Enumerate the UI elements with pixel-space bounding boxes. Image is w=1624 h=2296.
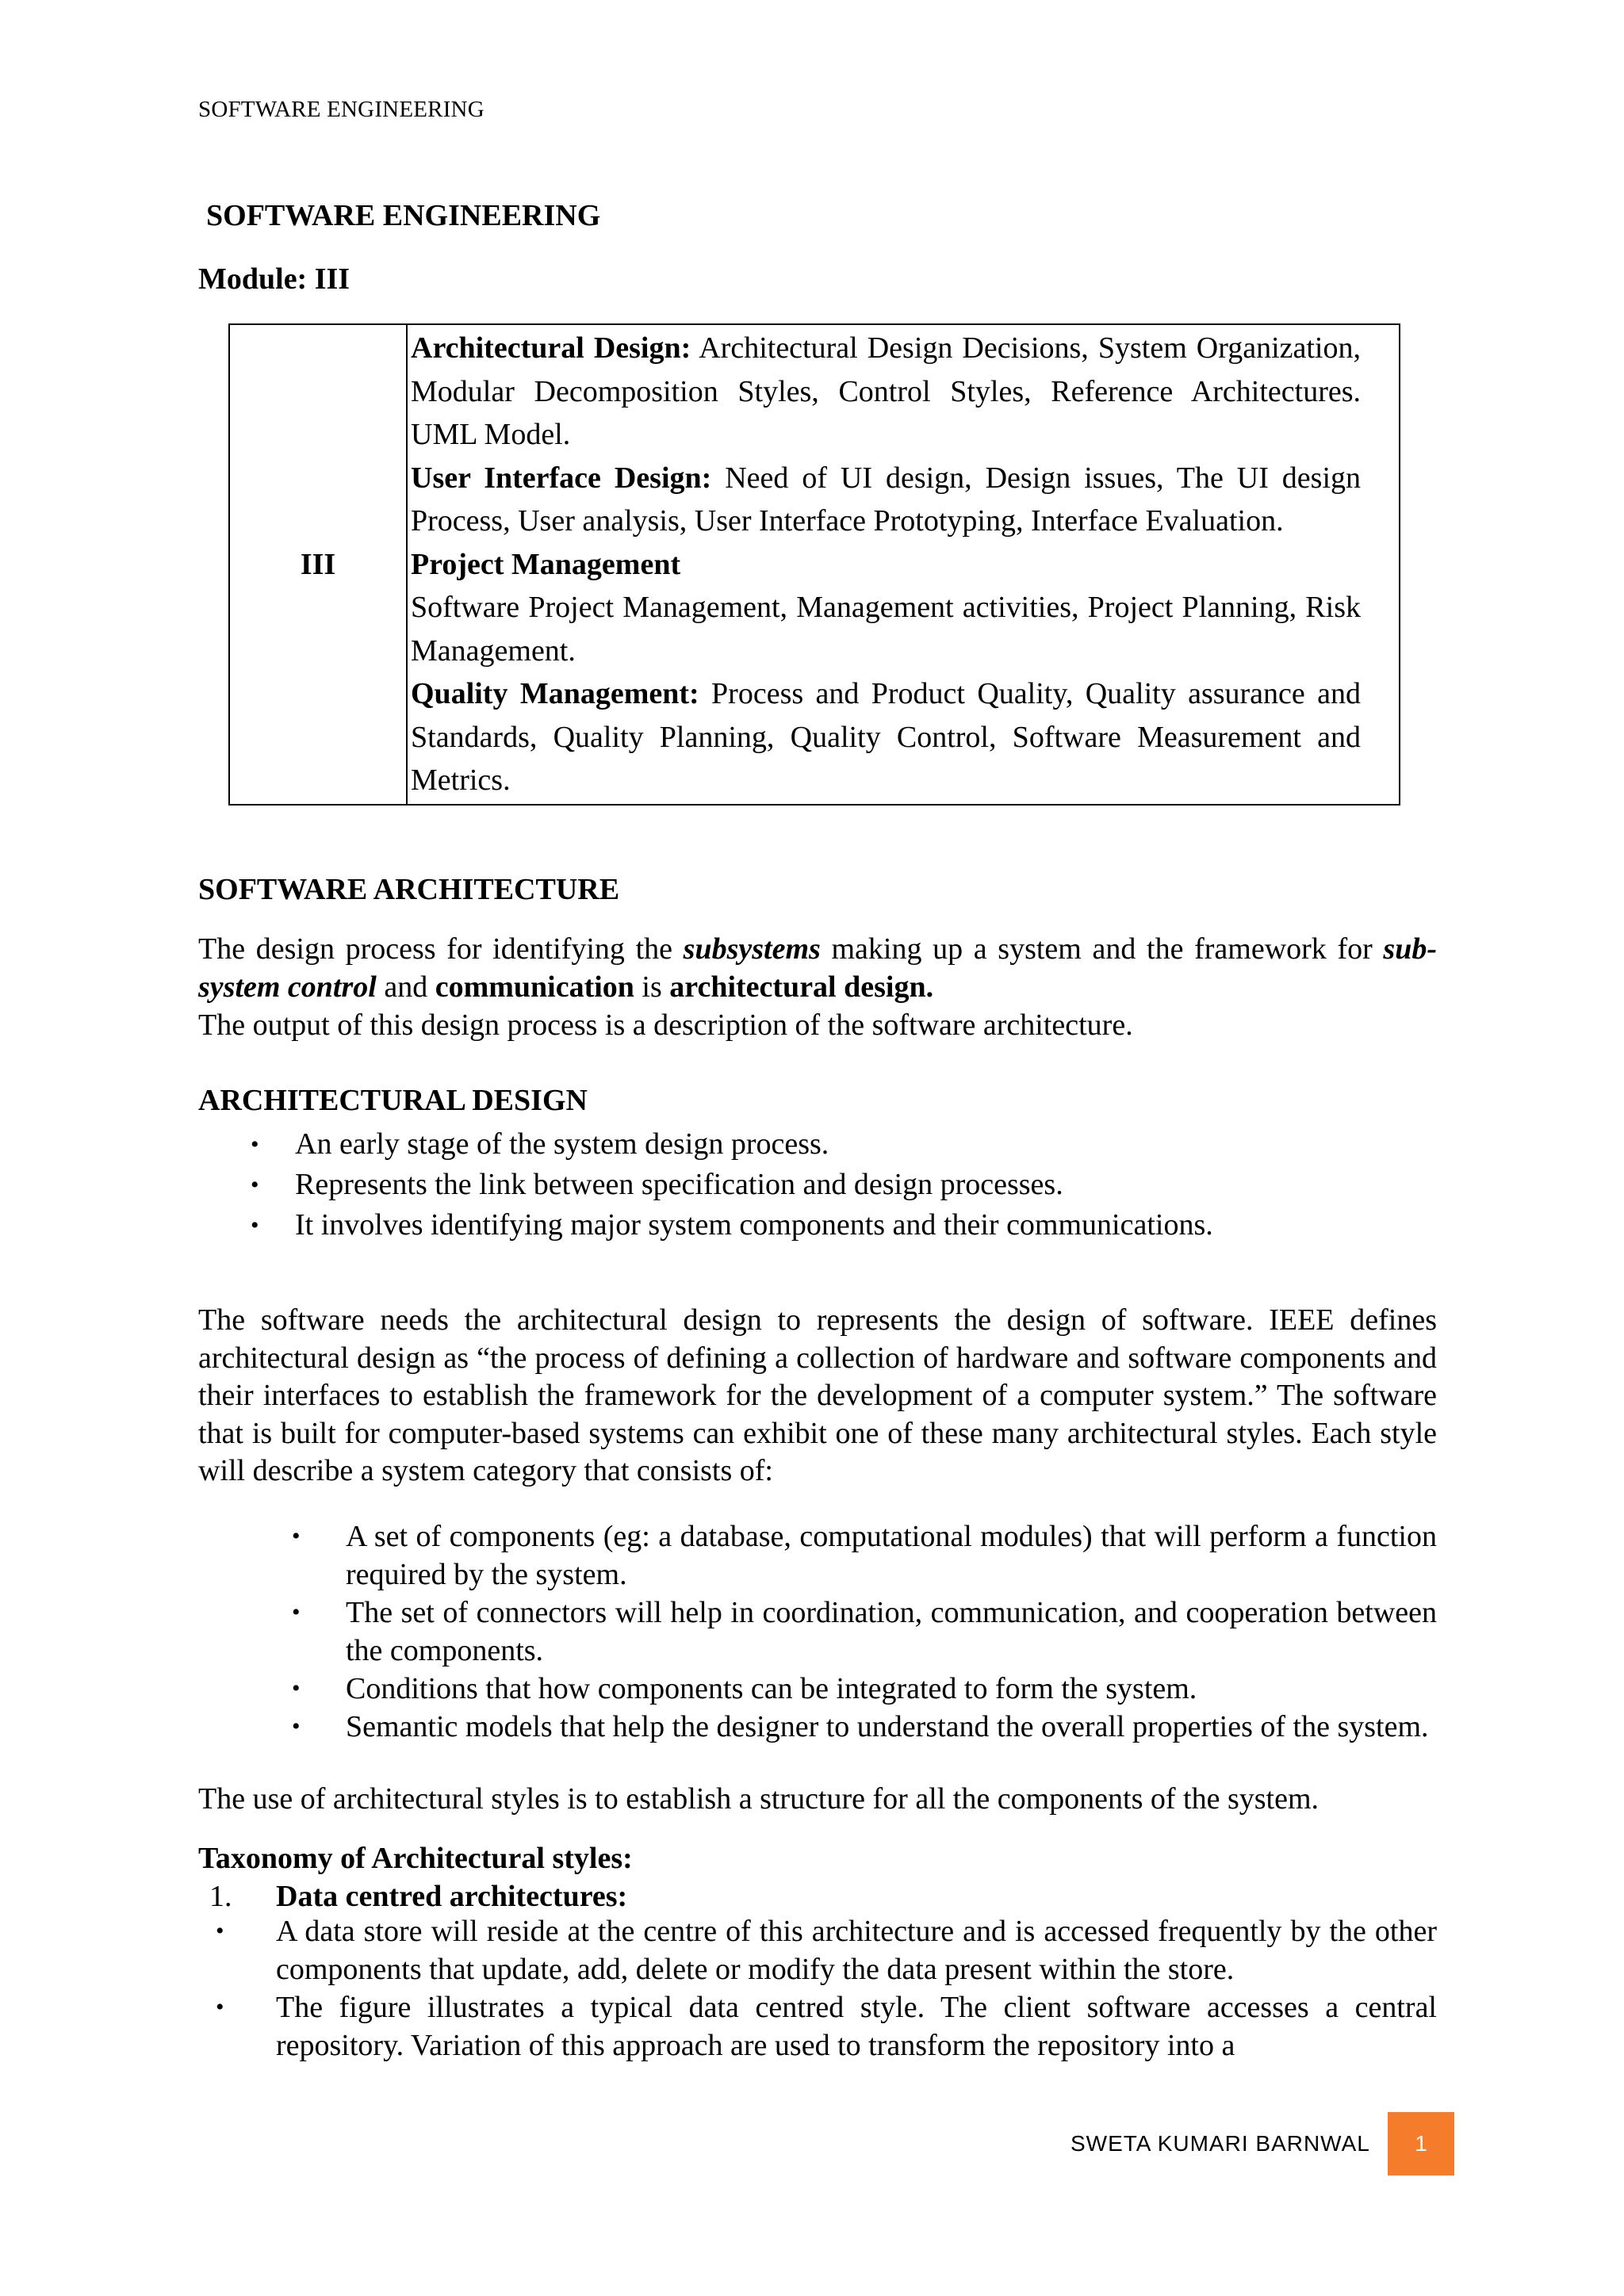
topic-heading: User Interface Design: xyxy=(411,461,712,495)
list-item xyxy=(292,1594,1437,1670)
bullet-icon: • xyxy=(216,1994,224,2020)
p1-communication: communication xyxy=(435,970,634,1004)
topic-heading: Architectural Design: xyxy=(411,331,691,365)
topic-heading: Quality Management: xyxy=(411,677,699,711)
topic-text: Architectural Design Decisions, System Organization, Modular Decomposition Styles, Control Styles, Reference Architectures. UML Model. xyxy=(411,331,1361,452)
topics-cell xyxy=(407,324,1400,805)
list-number: 1. xyxy=(209,1880,232,1913)
bullet-icon: • xyxy=(292,1523,301,1549)
p1-subsystems: subsystems xyxy=(683,932,821,966)
list-item-text: Conditions that how components can be integrated to form the system. xyxy=(346,1672,1197,1705)
bullet-icon: • xyxy=(292,1675,301,1701)
p1-text: making up a system and the framework for xyxy=(820,932,1384,966)
bullet-icon: • xyxy=(251,1212,259,1238)
footer-author: SWETA KUMARI BARNWAL xyxy=(1071,2131,1370,2156)
syllabus-table xyxy=(228,323,1400,806)
list-item xyxy=(216,1912,1437,1988)
bullet-icon: • xyxy=(251,1131,259,1158)
architecture-output-paragraph: The output of this design process is a description of the software architecture. xyxy=(198,1008,1133,1042)
bullet-icon: • xyxy=(292,1599,301,1625)
list-item-text: Semantic models that help the designer to understand the overall properties of the system. xyxy=(346,1710,1429,1743)
topic-text: Process and Product Quality, Quality assurance and Standards, Quality Planning, Quality Control, Software Measurement and Metrics. xyxy=(411,677,1362,798)
syllabus-row xyxy=(229,324,1400,805)
list-item-text: An early stage of the system design process. xyxy=(295,1127,829,1161)
list-item-text: Represents the link between specification and design processes. xyxy=(295,1168,1063,1201)
module-label: Module: III xyxy=(198,262,350,296)
bullet-icon: • xyxy=(216,1918,224,1944)
topic-text: Software Project Management, Management activities, Project Planning, Risk Management. xyxy=(411,591,1361,668)
architectural-design-heading: ARCHITECTURAL DESIGN xyxy=(198,1084,588,1117)
topic-user-interface-design xyxy=(411,457,1361,543)
list-item xyxy=(251,1165,1213,1205)
taxonomy-heading: Taxonomy of Architectural styles: xyxy=(198,1842,633,1875)
topic-text: Need of UI design, Design issues, The UI design Process, User analysis, User Interface Prototyping, Interface Evaluation. xyxy=(411,461,1362,538)
architectural-design-bullets xyxy=(251,1124,1213,1246)
list-item xyxy=(292,1517,1437,1594)
page-number-badge: 1 xyxy=(1388,2112,1454,2175)
list-item-text: A data store will reside at the centre of this architecture and is accessed frequently by the other components that update, add, delete or modify the data present within the store. xyxy=(276,1915,1437,1986)
p1-subsystem-control: sub-system control xyxy=(198,932,1437,1004)
module-number-cell: III xyxy=(229,324,407,805)
p1-text: is xyxy=(634,970,670,1004)
list-item xyxy=(251,1205,1213,1246)
architecture-definition-paragraph xyxy=(198,931,1437,1006)
topic-project-management xyxy=(411,543,1361,673)
architectural-design-intro-paragraph: The software needs the architectural design to represents the design of software. IEEE defines architectural design as “the process of defining a collection of hardware and software components and their interfaces to establish the framework for the development of a computer system.” The software that is built for computer-based systems can exhibit one of these many architectural styles. Each style will describe a system category that consists of: xyxy=(198,1303,1437,1487)
architectural-styles-outro: The use of architectural styles is to establish a structure for all the components of the system. xyxy=(198,1782,1319,1816)
list-item xyxy=(292,1708,1437,1746)
list-item-text: The figure illustrates a typical data centred style. The client software accesses a central repository. Variation of this approach are used to transform the repository into a xyxy=(276,1991,1437,2062)
topic-heading: Project Management xyxy=(411,547,681,581)
bullet-icon: • xyxy=(251,1172,259,1198)
list-item-text: It involves identifying major system components and their communications. xyxy=(295,1208,1213,1242)
p1-text: The design process for identifying the xyxy=(198,932,684,966)
topic-architectural-design xyxy=(411,327,1361,457)
taxonomy-item-title: Data centred architectures: xyxy=(276,1880,628,1913)
topic-quality-management xyxy=(411,672,1361,802)
bullet-icon: • xyxy=(292,1713,301,1739)
software-architecture-heading: SOFTWARE ARCHITECTURE xyxy=(198,873,620,906)
architectural-style-bullets xyxy=(292,1517,1437,1746)
list-item-text: A set of components (eg: a database, computational modules) that will perform a function required by the system. xyxy=(346,1520,1437,1591)
p1-architectural-design: architectural design. xyxy=(669,970,934,1004)
p1-text: and xyxy=(376,970,435,1004)
document-title: SOFTWARE ENGINEERING xyxy=(206,199,601,232)
running-header: SOFTWARE ENGINEERING xyxy=(198,97,485,122)
list-item xyxy=(292,1670,1437,1708)
data-centred-bullets xyxy=(216,1912,1437,2064)
list-item xyxy=(216,1988,1437,2064)
list-item xyxy=(251,1124,1213,1165)
list-item-text: The set of connectors will help in coordination, communication, and cooperation between the components. xyxy=(346,1596,1437,1667)
taxonomy-item-1 xyxy=(209,1877,627,1915)
